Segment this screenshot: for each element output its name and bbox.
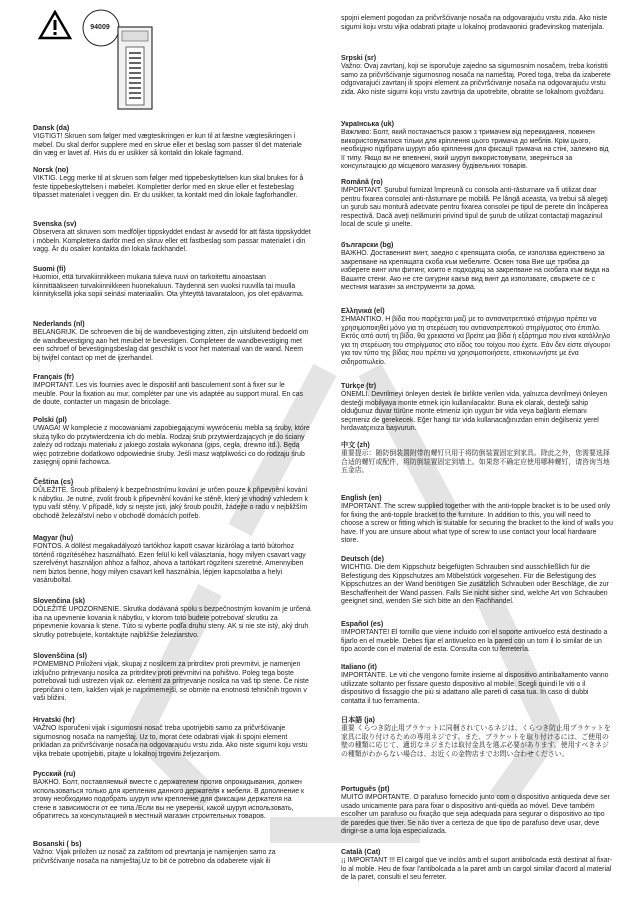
section-heading: Ελληνικά (el)	[341, 307, 385, 315]
package-illustration	[116, 25, 154, 113]
section-text: Važno: Ovaj zavrtanj, koji se isporučuje zajedno sa sigurnosnim nosačem, treba koristiti samo za pričvršćivanje sigurnosnog nosača na nameštaj. Pored toga, treba da izaberete odgovarajući zavrtanj ili spojni element za pričvršćivanje nosača na odgovarajuću vrstu zida. Ako niste sigurni koju vrstu zavrtnja da upotrebite, obratite se lokalnom gvožđaru.	[341, 63, 611, 96]
section-heading: Français (fr)	[33, 373, 74, 381]
section-sr	[341, 54, 613, 97]
section-heading: 日本語 (ja)	[341, 716, 375, 724]
section-text: DÔLEŽITÉ UPOZORNENIE. Skrutka dodávaná spolu s bezpečnostným kovaním je určená iba na upevnenie kovania k nábytku, v ktorom toto budete potrebovať skrutku za pripevnenie kovania k stene. Túto si vyberte podľa druhu steny. AK si nie ste istý, aký druh skrutky potrebujete, kontaktujte najbližšie železiarstvo.	[33, 606, 311, 639]
section-heading: Català (Cat)	[341, 848, 381, 856]
section-heading: Nederlands (nl)	[33, 320, 85, 328]
section-text: FONTOS. A döllést megakadályozó tartókhoz kapott csavar kizárólag a tartó bútorhoz történő rögzítéséhez használható. Ezen felül ki kell választania, hogy milyen csavart vagy szerelvényt használjon ahhoz a falhoz, ahova a tartókart rögzíteni szeretné. Amennyiben nem biztos benne, hogy milyen csavart kell használnia, lépjen kapcsolatba a helyi vasáruboltal.	[33, 543, 306, 585]
section-zh	[341, 441, 613, 476]
product-code: 94009	[90, 24, 110, 31]
section-text: Huomioi, että turvakiinnikkeen mukana tuleva ruuvi on tarkoitettu ainoastaan kiinnittääkseen turvakiinnikkeen huonekaluun. Täydennä sen vuoksi ruuvilla tai muulla kiinnityksellä joka sopii seinäsi materiaaliin. Ota yhteyttä tavarataloon, jos olet epävarma.	[33, 274, 304, 299]
section-heading: Norsk (no)	[33, 166, 69, 174]
section-heading: Română (ro)	[341, 178, 383, 186]
section-el	[341, 307, 613, 368]
section-en	[341, 494, 613, 546]
section-heading: Bosanski ( bs)	[33, 840, 82, 848]
section-heading: Čeština (cs)	[33, 478, 74, 486]
section-nl	[33, 320, 311, 363]
section-text: IMPORTANT. Les vis fournies avec le dispositif anti basculement sont à fixer sur le meuble. Pour la fixation au mur, compléter par une vis adaptée au support mural. En cas de doute, contacter un magasin de bricolage.	[33, 382, 304, 407]
section-sl	[33, 652, 311, 704]
section-heading: Русский (ru)	[33, 770, 76, 778]
section-heading: Hrvatski (hr)	[33, 716, 75, 724]
section-heading: Magyar (hu)	[33, 534, 74, 542]
section-cs	[33, 478, 311, 521]
section-text: Важливо: Болт, який постачається разом з тримачем від перекидання, повинен використовуватися тільки для кріплення цього тримача до меблів. Крім цього, необхідно підібрати шуруп або кріплення для фіксації тримача на стіні, залежно від її типу. Якщо ви не впевнені, який шуруп використовувати, зверніться за консультацією до місцевого магазину будівельних товарів.	[341, 129, 609, 171]
section-heading: Italiano (it)	[341, 663, 377, 671]
header-illustration	[36, 7, 154, 114]
section-heading: Español (es)	[341, 620, 384, 628]
section-heading: Slovenčina (sk)	[33, 597, 86, 605]
section-heading: Português (pt)	[341, 785, 390, 793]
section-fi	[33, 265, 311, 300]
section-bg	[341, 241, 613, 293]
section-text: MUITO IMPORTANTE. O parafuso fornecido junto com o dispositivo antiqueda deve ser usado unicamente para para fixar o dispositivo anti-queda ao móvel. Deve também escolher um parafuso ou fixação que seja adequada para segurar o dispositivo ao tipo de paredes que tiver. Se não tiver a certeza de que tipo de parafuso deve usar, deve dirigir-se a uma loja especializada.	[341, 794, 610, 836]
section-text: POMEMBNO Priloženi vijak, skupaj z nosilcem za pritrditev proti prevrnitvi, je namenjen izključno pritrjevanju nosilca za pritrditev proti prevrnitvi na pohištvo. Poleg tega boste potrebovali tudi ustrezen vijak oz. element za pritrjevanje nosilca na vaš tip stene. Če niste prepričani o tem, kakšen vijak je najprimernejši, se obrnite na enotnosti tehničnih trgovin v vaši bližini.	[33, 661, 309, 703]
section-it	[341, 663, 613, 706]
section-heading: Suomi (fi)	[33, 265, 66, 273]
section-ru	[33, 770, 311, 822]
section-da	[33, 124, 311, 159]
section-heading: Türkçe (tr)	[341, 382, 377, 390]
section-text: 重要提示：随防倒装置附带的螺钉只用于将防倒装置固定到家具。除此之外，您需要选择合适的螺钉或配件，将防倒装置固定到墙上。如果您不确定应使用哪种螺钉，请咨询当地五金店。	[341, 450, 610, 475]
section-ro	[341, 178, 613, 230]
section-sv	[33, 220, 311, 255]
section-text: ¡¡ IMPORTANT !!! El cargol que ve inclòs amb el suport antibolcada està destinat al fixar-lo al moble. Heu de fixar l'antibolcada a la paret amb un cargol similar d'acord al material de la paret, consulti el seu ferreter.	[341, 857, 613, 882]
section-text: !IMPORTANTE! El tornillo que viene incluido con el soporte antivuelco está destinado a fijarlo en el mueble. Debes fijar el antivuelco en la pared con un torn il lo similar de un tipo acorde con el material de esta. Consulta con tu ferretería.	[341, 629, 608, 654]
warning-triangle-icon	[38, 10, 72, 40]
section-text: UWAGA! W komplecie z mocowaniami zapobiegającymi wywróceniu mebla są śruby, które służą tylko do przytwierdzenia ich do mebla. Rodzaj śrub przytwierdzających je do ściany zależy od rodzaju materiału z jakiego została wykonana (gips, cegła, drewno itd.). Będą więc potrzebne dodatkowo odpowiednie śruby. Jeśli masz wątpliwości co do rodzaju śrub zasięgnij opinii fachowca.	[33, 425, 310, 467]
section-text: BELANGRIJK. De schroeven die bij de wandbevestiging zitten, zijn uitsluitend bedoeld om de wandbevestiging aan het meubel te bevestigen. Completeer de wandbevestiging met een schroef of bevestigingsbeslag dat geschikt is voor het materiaal van de wand. Neem bij twijfel contact op met de ijzerhandel.	[33, 329, 309, 362]
section-text: DŮLEŽITÉ. Šroub přibalený k bezpečnostnímu kování je určen pouze k připevnění kování k nábytku. Je nutné, zvolit šroub k připevnění kování ke stěně, který je vhodný vzhledem k typu vaší stěny. V případě, kdy si nejste jisti, jaký šroub použít, žádejte o radu v nejbližším obchodě železářství nebo v obchodě domácích potřeb.	[33, 487, 309, 520]
section-text: VAŽNO Isporučeni vijak i sigurnosni nosač treba upotrijebiti samo za pričvršćivanje sigurnosnog nosača na namještaj. Uz to, morat ćete odabrati vijak ili spojni element prikladan za pričvršćivanje nosača na odgovarajuću vrstu zida. Ako niste sigurni koju vrstu vijka trebate upotrijebiti, pitajte u lokalnoj trgovini željezarijom.	[33, 725, 308, 758]
section-text: VIGTIGT! Skruen som følger med vægtesikringen er kun til at fæstne vægtesikringen i møbel. Du skal derfor supplere med en skrue eller et beslag som passer til det materiale din væg er lavet af. Hvis du er usikker så kontakt din lokale fagmand.	[33, 133, 302, 158]
section-heading: Srpski (sr)	[341, 54, 377, 62]
section-text: spojni element pogodan za pričvršćivanje nosača na odgovarajuću vrstu zida. Ako niste sigurni koju vrstu vijka odabrati pitajte u lokalnoj prodavaonici građevinskog materijala.	[341, 15, 608, 31]
section-no	[33, 166, 311, 201]
section-text: IMPORTANT. The screw supplied together with the anti-topple bracket is to be used only for fixing the anti-topple bracket to the furniture. In addition to this, you will need to choose a screw or fitting which is suitable for securing the bracket to the kind of walls you have. If you are unsure about what type of screw to use contact your local hardware store.	[341, 503, 613, 545]
section-text: VIKTIG. Legg merke til at skruen som følger med tippebeskyttelsen kun skal brukes for å feste tippebeskyttelsen i møbelet. Kompletter derfor med en skrue eller et festebeslag tilpasset materialet i veggen din. Er du usikker, ta kontakt med din lokale fagforhandler.	[33, 175, 304, 200]
section-text: IMPORTANTE. Le viti che vengono fornite insieme al dispositivo antiribaltamento vanno utilizzate soltanto per fissare questo dispositivo al mobile. Scegli quindi le viti o il dispositivo di fissaggio che più si adattano alle pareti di casa tua. In caso di dubbi contatta il tuo ferramenta.	[341, 672, 609, 705]
section-text: WICHTIG. Die dem Kippschutz beigefügten Schrauben sind ausschließlich für die Befestigung des Kippschutzes am Möbelstück vorgesehen. Für die Befestigung des Kippschutzes an der Wand benötigen Sie zusätzlich Schrauben oder Beschläge, die zur Beschaffenheit der Wand passen. Falls Sie nicht sicher sind, welche Art von Schrauben geeignet sind, wenden Sie sich bitte an den Fachhandel.	[341, 564, 609, 606]
section-heading: Dansk (da)	[33, 124, 70, 132]
section-tr	[341, 382, 613, 434]
section-ca	[341, 848, 613, 883]
section-heading: English (en)	[341, 494, 382, 502]
section-heading: български (bg)	[341, 241, 394, 249]
section-fr	[33, 373, 311, 408]
section-hu	[33, 534, 311, 586]
section-text: ВАЖНО. Болт, поставляемый вместе с держателем против опрокидывания, должен использоваться только для крепления данного держателя к мебели. В дополнение к этому необходимо подобрать шуруп или крепление для фиксации держателя на стене в зависимости от ее типа./Если вы не уверены, какой шуруп использовать, обратитесь за консультацией в местный магазин строительных товаров.	[33, 779, 304, 821]
section-pl	[33, 416, 311, 468]
section-ja	[341, 716, 613, 759]
section-heading: Slovenščina (sl)	[33, 652, 88, 660]
section-text: ΣΗΜΑΝΤΙΚΟ. Η βίδα που παρέχεται μαζί με το αντιανατρεπτικό στήριγμα πρέπει να χρησιμοποιηθεί μόνο για τη στερέωση του αντιανατρεπτικού στηρίγματος στο έπιπλο. Εκτός από αυτή τη βίδα, θα χρειαστεί να βρείτε μια βίδα ή εξάρτημα που είναι κατάλληλο για τη στερέωση του στηρίγματος στο είδος του τοίχου που έχετε. Εάν δεν είστε σίγουροι για τον τύπο της βίδας που πρέπει να χρησιμοποιήσετε, επικοινωνήστε με ένα σιδηροπωλείο.	[341, 316, 611, 366]
section-text: 重要 くらつき防止用ブラケットに同梱されているネジは、くらつき防止用ブラケットを家具に取り付けるための専用ネジです。また、ブラケットを取り付けるには、ご使用の壁の種類に応じて、適切なネジまたは取付金具を選ぶ必要があります。使用すべきネジの種類がわからない場合は、お近くの金物店までお問い合わせください。	[341, 725, 611, 758]
section-pt	[341, 785, 613, 837]
section-heading: 中文 (zh)	[341, 441, 370, 449]
section-hr	[33, 716, 311, 759]
section-bs	[33, 840, 311, 866]
section-text: ÖNEMLİ. Devrilmeyi önleyen destek ile birlikte verilen vida, yalnızca devrilmeyi önleyen desteği mobilyaya monte etmek için kullanılacaktır. Buna ek olarak, desteği sahip olduğunuz duvar türüne monte etmeniz için uygun bir vida veya bağlantı elemanı seçmeniz de gerekecek. Eğer hangi tür vida kullanacağınızdan emin değilseniz yerel hırdavatçınıza başvurun.	[341, 391, 608, 433]
section-heading: Svenska (sv)	[33, 220, 77, 228]
section-heading: Polski (pl)	[33, 416, 67, 424]
section-heading: Українська (uk)	[341, 120, 395, 128]
section-sk	[33, 597, 311, 640]
section-uk	[341, 120, 613, 172]
section-text: Observera att skruven som medföljer tippskyddet endast är avsedd för att fästa tippskyddet i möbeln. Komplettera darför med en skruv eller ett fastbeslag som passar materialet i din vagg. Är du osaker kontakta din lokala fackhandel.	[33, 229, 311, 254]
section-text: ВАЖНО. Доставеният винт, заедно с крепящата скоба, се използва единствено за закрепване на крепящата скоба към мебелите. Освен това Вие ще трябва да изберете винт или фитинг, които е подходящ за закрепване на скобата към вида на Вашите стени. Ако не сте сигурни какъв вид винт да използвате, свържете се с местния магазин за инструменти за дома.	[341, 250, 610, 292]
section-de	[341, 555, 613, 607]
section-heading: Deutsch (de)	[341, 555, 384, 563]
section-bs-continued	[341, 15, 613, 32]
section-text: IMPORTANT. Şurubul furnizat împreună cu consola anti-răsturnare va fi utilizat doar pentru fixarea consolei anti-răsturnare pe mobilă. Pe lângă aceasta, va trebui să alegeţi un şurub sau montură adecvate pentru fixarea consolei pe tipul de perete din încăperea respectivă. Dacă aveţi nelămuriri privind tipul de şurub de utilizat contactaţi magazinul local de scule şi unelte.	[341, 187, 608, 229]
section-es	[341, 620, 613, 655]
section-text: Važno: Vijak priložen uz nosač za zaštitom od prevrtanja je namijenjen samo za pričvršćivanje nosača na namještaj.Uz to bit će potrebno da odaberete vijak ili	[33, 849, 276, 865]
